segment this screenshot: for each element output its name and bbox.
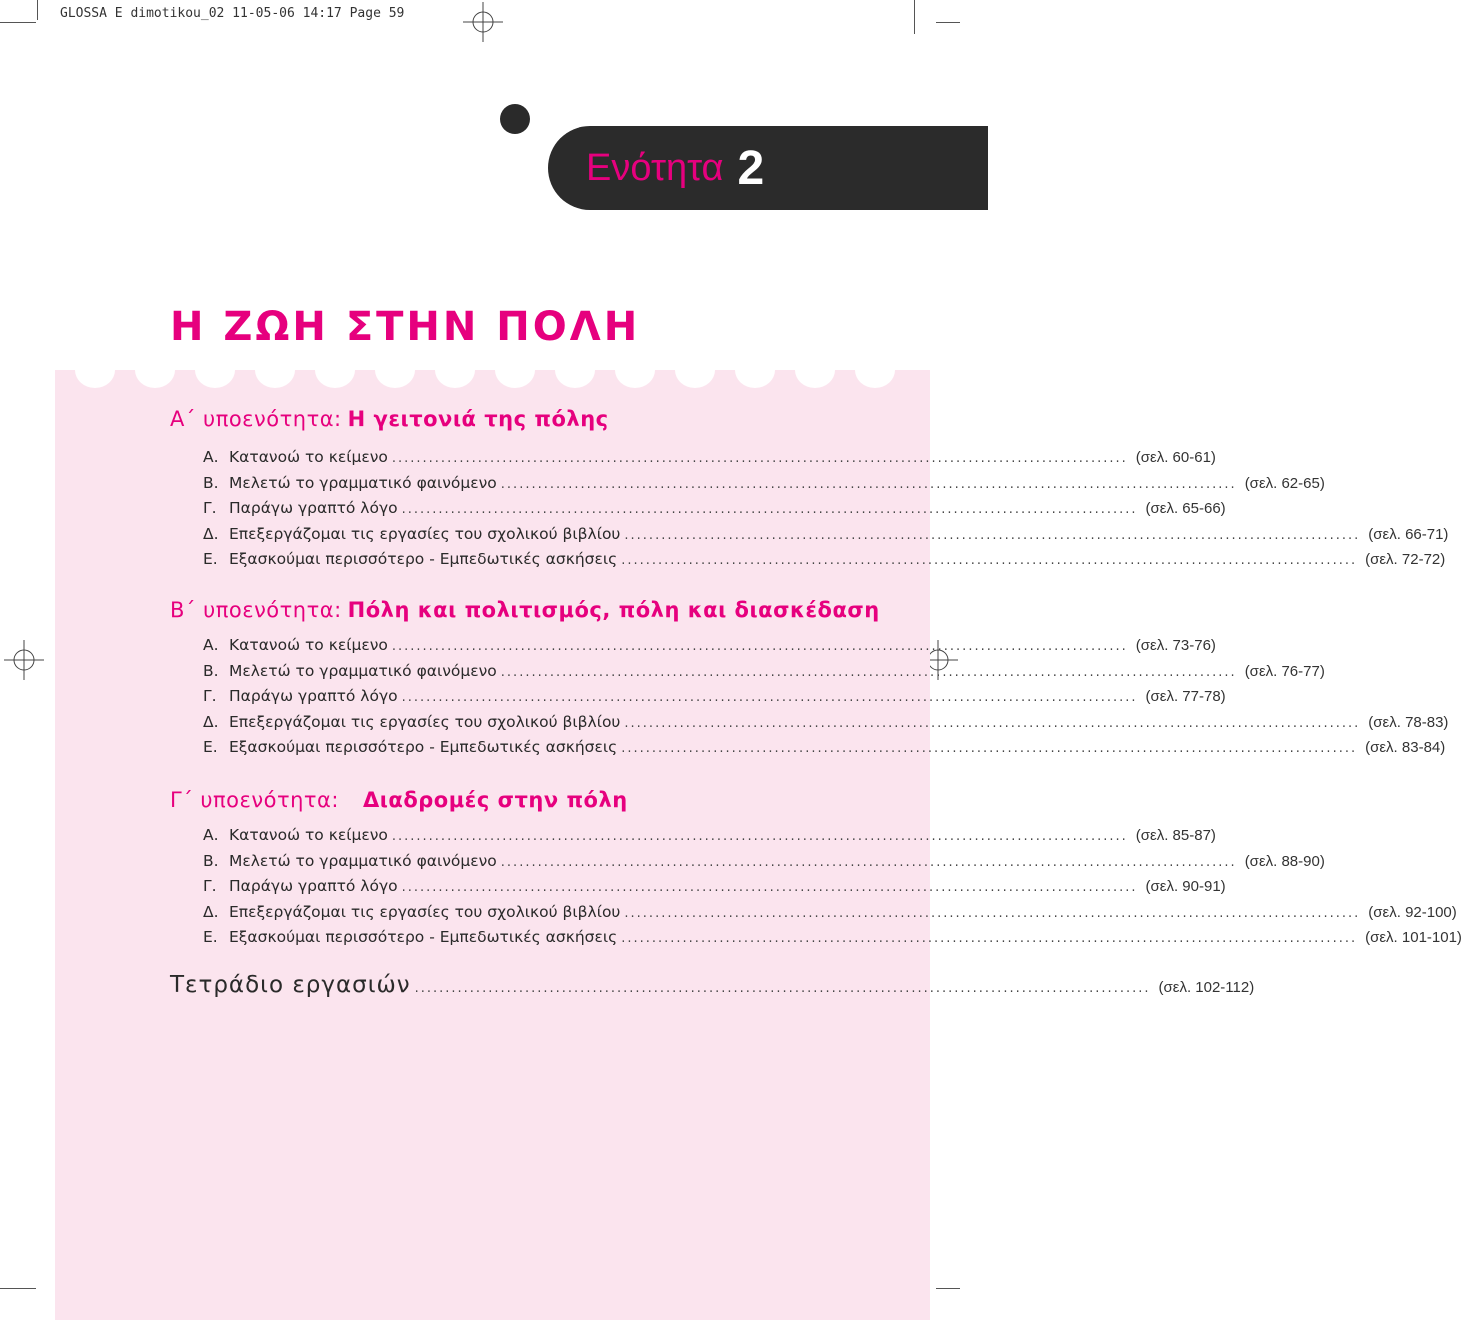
toc-leader-dots: ........................................................................................................................ [401,880,1138,896]
toc-leader-dots: ........................................................................................................................ [391,639,1128,654]
toc-label: Μελετώ το γραμματικό φαινόμενο [229,473,497,492]
registration-mark-top-icon [463,2,503,42]
toc-entry[interactable] [203,902,1457,929]
section-label: Γ΄ υποενότητα: [170,788,339,812]
toc-entry[interactable] [203,448,1216,474]
toc-leader-dots: ........................................................................................................................ [391,451,1128,466]
toc-leader-dots: ........................................................................................................................ [391,829,1128,844]
toc-label: Παράγω γραπτό λόγο [229,687,398,706]
toc-letter: Γ. [203,499,217,518]
panel-scallop [75,352,115,388]
toc-letter: Α. [203,826,219,844]
toc-entry[interactable] [203,499,1226,525]
section-title: Η γειτονιά της πόλης [347,407,609,431]
toc-pages: (σελ. 78-83) [1368,713,1449,731]
toc-leader-dots: ........................................................................................................................ [500,854,1237,870]
toc-leader-dots: ........................................................................................................................ [401,690,1138,706]
toc-entry[interactable] [203,738,1446,764]
toc-letter: Α. [203,448,219,466]
crop-mark-top-left [0,22,36,23]
toc-letter: Δ. [203,902,219,921]
toc-entry[interactable] [203,826,1216,852]
toc-entry[interactable] [203,877,1226,903]
section-title: Διαδρομές στην πόλη [362,788,628,812]
toc-pages: (σελ. 73-76) [1135,637,1216,654]
panel-scallop [735,352,775,388]
toc-entry[interactable] [203,712,1449,739]
registration-mark-left-icon [4,640,44,680]
toc-leader-dots: ........................................................................................................................ [621,553,1358,569]
workbook-entry[interactable] [170,972,1255,998]
toc-label: Κατανοώ το κείμενο [229,448,388,466]
toc-pages: (σελ. 85-87) [1135,827,1216,844]
toc-leader-dots: ........................................................................................................................ [624,905,1361,921]
section-heading [170,788,628,812]
toc-leader-dots: ........................................................................................................................ [624,527,1361,543]
section-label: Α΄ υποενότητα: [170,407,342,431]
panel-scallop [255,352,295,388]
panel-scallop [855,352,895,388]
crop-mark-bottom-left [0,1288,36,1289]
crop-mark-top-right [936,22,960,23]
toc-pages: (σελ. 101-101) [1365,929,1462,947]
toc-label: Κατανοώ το κείμενο [229,826,388,844]
panel-scallop [615,352,655,388]
toc-leader-dots: ........................................................................................................................ [414,981,1151,996]
toc-label: Εξασκούμαι περισσότερο - Εμπεδωτικές ασκήσεις [229,928,618,947]
toc-entry[interactable] [203,550,1446,576]
page-title: Η ΖΩΗ ΣΤΗΝ ΠΟΛΗ [170,304,641,350]
toc-leader-dots: ........................................................................................................................ [621,741,1358,757]
panel-scallop [495,352,535,388]
print-slug-line: GLOSSA E dimotikou_02 11-05-06 14:17 Page 59 [60,6,405,21]
crop-mark-bottom-right [936,1288,960,1289]
toc-pages: (σελ. 72-72) [1365,551,1446,569]
section-heading [170,598,880,622]
workbook-label: Τετράδιο εργασιών [170,972,411,998]
workbook-pages: (σελ. 102-112) [1158,979,1255,996]
toc-letter: Ε. [203,550,218,569]
unit-badge [548,126,988,210]
panel-scallop [135,352,175,388]
toc-entry[interactable] [203,687,1226,713]
section-heading [170,407,609,431]
toc-letter: Δ. [203,524,219,543]
toc-label: Επεξεργάζομαι τις εργασίες του σχολικού βιβλίου [229,712,621,731]
panel-scallop [675,352,715,388]
toc-pages: (σελ. 88-90) [1244,852,1325,870]
toc-letter: Δ. [203,712,219,731]
toc-entry[interactable] [203,636,1216,662]
toc-entry[interactable] [203,661,1325,688]
toc-label: Παράγω γραπτό λόγο [229,499,398,518]
panel-scallop [795,352,835,388]
panel-scallop [555,352,595,388]
decorative-dot [500,104,530,134]
toc-leader-dots: ........................................................................................................................ [401,502,1138,518]
toc-label: Επεξεργάζομαι τις εργασίες του σχολικού βιβλίου [229,902,621,921]
panel-scallop [195,352,235,388]
toc-pages: (σελ. 60-61) [1135,449,1216,466]
toc-pages: (σελ. 77-78) [1145,688,1226,706]
panel-scallop [435,352,475,388]
toc-letter: Α. [203,636,219,654]
toc-pages: (σελ. 66-71) [1368,525,1449,543]
panel-scallop [375,352,415,388]
toc-label: Μελετώ το γραμματικό φαινόμενο [229,851,497,870]
toc-letter: Β. [203,473,219,492]
toc-label: Παράγω γραπτό λόγο [229,877,398,896]
toc-letter: Β. [203,661,219,680]
toc-entry[interactable] [203,473,1325,500]
toc-pages: (σελ. 76-77) [1244,662,1325,680]
toc-entry[interactable] [203,851,1325,878]
toc-pages: (σελ. 90-91) [1145,878,1226,896]
toc-label: Εξασκούμαι περισσότερο - Εμπεδωτικές ασκήσεις [229,550,618,569]
toc-pages: (σελ. 65-66) [1145,500,1226,518]
toc-letter: Ε. [203,738,218,757]
toc-entry[interactable] [203,524,1449,551]
toc-list [203,826,1462,954]
toc-leader-dots: ........................................................................................................................ [500,476,1237,492]
panel-scallop [315,352,355,388]
crop-mark-top-left-v [37,0,38,20]
toc-letter: Β. [203,851,219,870]
toc-label: Μελετώ το γραμματικό φαινόμενο [229,661,497,680]
toc-letter: Γ. [203,687,217,706]
toc-leader-dots: ........................................................................................................................ [621,931,1358,947]
toc-letter: Ε. [203,928,218,947]
toc-label: Εξασκούμαι περισσότερο - Εμπεδωτικές ασκήσεις [229,738,618,757]
toc-list [203,636,1449,764]
unit-number: 2 [737,141,765,195]
toc-entry[interactable] [203,928,1462,954]
toc-label: Κατανοώ το κείμενο [229,636,388,654]
toc-pages: (σελ. 62-65) [1244,474,1325,492]
section-title: Πόλη και πολιτισμός, πόλη και διασκέδαση [347,598,880,622]
unit-word: Ενότητα [586,146,724,189]
toc-list [203,448,1449,576]
toc-leader-dots: ........................................................................................................................ [500,664,1237,680]
toc-letter: Γ. [203,877,217,896]
toc-leader-dots: ........................................................................................................................ [624,715,1361,731]
crop-mark-top-right-v [914,0,915,34]
section-label: Β΄ υποενότητα: [170,598,342,622]
toc-pages: (σελ. 92-100) [1368,903,1457,921]
toc-pages: (σελ. 83-84) [1365,739,1446,757]
toc-label: Επεξεργάζομαι τις εργασίες του σχολικού βιβλίου [229,524,621,543]
